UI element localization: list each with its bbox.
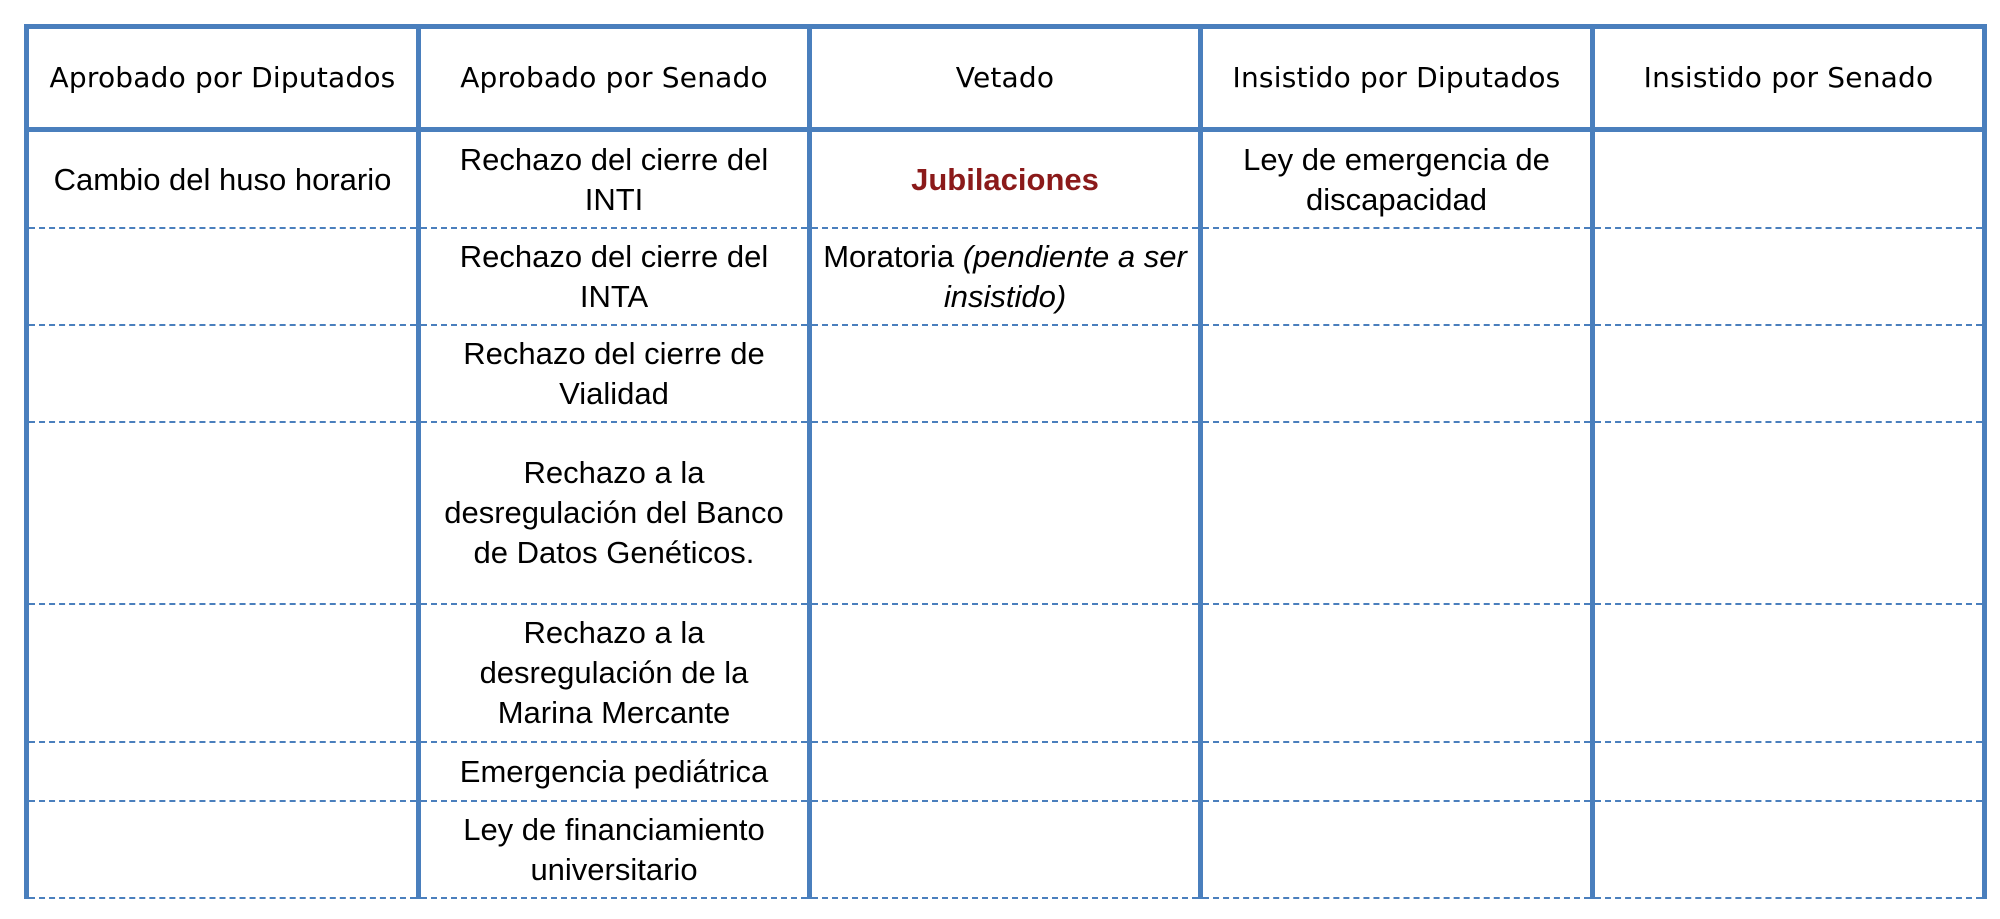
moratoria-label: Moratoria [823, 238, 955, 274]
cell-vetado [810, 604, 1201, 742]
cell-aprobado-diputados [27, 422, 419, 604]
cell-aprobado-senado: Rechazo a la desregulación del Banco de Datos Genéticos. [419, 422, 810, 604]
cell-aprobado-diputados [27, 801, 419, 898]
cell-insistido-senado [1593, 325, 1985, 422]
cell-vetado [810, 422, 1201, 604]
cell-vetado [810, 801, 1201, 898]
cell-insistido-senado [1593, 422, 1985, 604]
cell-aprobado-senado: Rechazo del cierre del INTA [419, 228, 810, 325]
cell-vetado [810, 742, 1201, 801]
cell-aprobado-senado: Rechazo a la desregulación de la Marina Mercante [419, 604, 810, 742]
cell-insistido-diputados [1201, 228, 1593, 325]
cell-aprobado-senado: Rechazo del cierre de Vialidad [419, 325, 810, 422]
moratoria-pending-note: (pendiente a ser insistido) [943, 238, 1187, 314]
table-row [27, 325, 1985, 422]
cell-vetado [810, 130, 1201, 229]
cell-vetado [810, 228, 1201, 325]
cell-insistido-diputados: Ley de emergencia de discapacidad [1201, 130, 1593, 229]
cell-insistido-senado [1593, 228, 1985, 325]
header-aprobado-diputados: Aprobado por Diputados [27, 27, 419, 130]
veto-highlight-text: Jubilaciones [911, 161, 1099, 197]
table-container [24, 24, 1982, 899]
cell-vetado [810, 325, 1201, 422]
header-vetado: Vetado [810, 27, 1201, 130]
cell-aprobado-diputados [27, 742, 419, 801]
cell-insistido-diputados [1201, 604, 1593, 742]
cell-aprobado-senado: Ley de financiamiento universitario [419, 801, 810, 898]
header-insistido-senado: Insistido por Senado [1593, 27, 1985, 130]
bill-status-table [24, 24, 1987, 899]
table-row [27, 228, 1985, 325]
cell-insistido-diputados [1201, 801, 1593, 898]
header-row [27, 27, 1985, 130]
cell-insistido-senado [1593, 801, 1985, 898]
cell-insistido-senado [1593, 604, 1985, 742]
header-aprobado-senado: Aprobado por Senado [419, 27, 810, 130]
cell-insistido-senado [1593, 742, 1985, 801]
table-row [27, 130, 1985, 229]
cell-insistido-diputados [1201, 422, 1593, 604]
cell-aprobado-senado: Emergencia pediátrica [419, 742, 810, 801]
cell-insistido-senado [1593, 130, 1985, 229]
table-row [27, 422, 1985, 604]
cell-aprobado-diputados [27, 325, 419, 422]
table-row [27, 604, 1985, 742]
cell-aprobado-diputados: Cambio del huso horario [27, 130, 419, 229]
table-row [27, 742, 1985, 801]
cell-aprobado-diputados [27, 604, 419, 742]
cell-insistido-diputados [1201, 742, 1593, 801]
cell-aprobado-diputados [27, 228, 419, 325]
header-insistido-diputados: Insistido por Diputados [1201, 27, 1593, 130]
table-row [27, 801, 1985, 898]
cell-insistido-diputados [1201, 325, 1593, 422]
cell-aprobado-senado: Rechazo del cierre del INTI [419, 130, 810, 229]
